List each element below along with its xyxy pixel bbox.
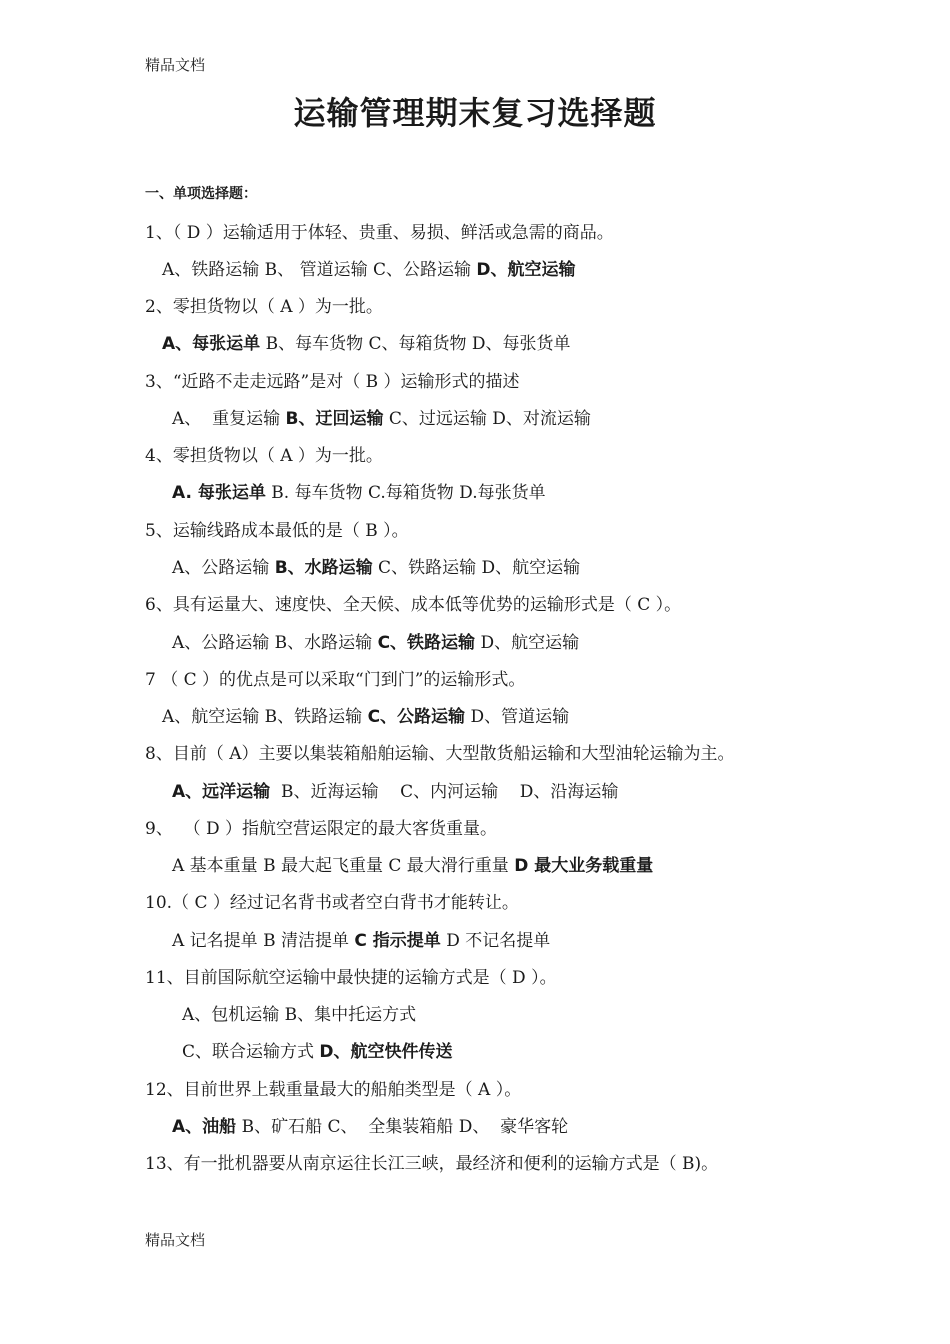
question-10-stem: 10.（ C ）经过记名背书或者空白背书才能转让。 xyxy=(145,893,519,913)
question-12-answer: A、油船 xyxy=(172,1117,237,1137)
question-5-options-pre: A、公路运输 xyxy=(172,558,275,578)
question-9-options xyxy=(172,855,653,877)
question-7-stem: 7 （ C ）的优点是可以采取“门到门”的运输形式。 xyxy=(145,670,526,690)
question-9-answer: D 最大业务载重量 xyxy=(514,856,654,876)
question-8-options-rest: B、近海运输 C、内河运输 D、沿海运输 xyxy=(270,782,619,802)
question-4-stem: 4、零担货物以（ A ）为一批。 xyxy=(145,446,383,466)
question-12-stem: 12、目前世界上载重量最大的船舶类型是（ A ）。 xyxy=(145,1080,522,1100)
question-8-options xyxy=(172,781,618,803)
question-10-options-rest: D 不记名提单 xyxy=(440,931,551,951)
question-6-options-rest: D、航空运输 xyxy=(475,633,580,653)
question-7-answer: C、公路运输 xyxy=(367,707,466,727)
question-8-answer: A、远洋运输 xyxy=(172,782,271,802)
question-3-options-pre: A、 重复运输 xyxy=(172,409,286,429)
question-4-options xyxy=(172,482,546,504)
question-7-options-pre: A、航空运输 B、铁路运输 xyxy=(162,707,368,727)
question-2-options xyxy=(162,333,571,355)
question-8-stem: 8、目前（ A）主要以集装箱船舶运输、大型散货船运输和大型油轮运输为主。 xyxy=(145,744,735,764)
question-7-options-rest: D、管道运输 xyxy=(465,707,570,727)
question-11-stem: 11、目前国际航空运输中最快捷的运输方式是（ D ）。 xyxy=(145,968,557,988)
question-11-options-line-1: A、包机运输 B、集中托运方式 xyxy=(182,1005,417,1025)
question-3-options xyxy=(172,408,591,430)
question-6-stem: 6、具有运量大、速度快、全天候、成本低等优势的运输形式是（ C ）。 xyxy=(145,595,682,615)
question-1-stem: 1、（ D ）运输适用于体轻、贵重、易损、鲜活或急需的商品。 xyxy=(145,223,614,243)
question-2-answer: A、每张运单 xyxy=(162,334,261,354)
question-11-answer: D、航空快件传送 xyxy=(319,1042,453,1062)
question-1-options xyxy=(162,259,576,281)
question-6-options xyxy=(172,632,579,654)
question-5-options xyxy=(172,557,580,579)
question-5-answer: B、水路运输 xyxy=(274,558,373,578)
question-10-options xyxy=(172,930,550,952)
question-4-answer: A. 每张运单 xyxy=(172,483,266,503)
section-heading: 一、单项选择题： xyxy=(145,186,257,202)
question-1-options-text: A、铁路运输 B、 管道运输 C、公路运输 xyxy=(162,260,477,280)
question-11-options-pre: C、联合运输方式 xyxy=(182,1042,320,1062)
header-watermark: 精品文档 xyxy=(145,56,206,74)
footer-watermark: 精品文档 xyxy=(145,1231,206,1249)
question-1-answer: D、航空运输 xyxy=(476,260,576,280)
question-4-options-rest: B. 每车货物 C.每箱货物 D.每张货单 xyxy=(265,483,546,503)
question-3-answer: B、迂回运输 xyxy=(285,409,384,429)
question-11-options-line-2 xyxy=(182,1041,453,1063)
question-10-answer: C 指示提单 xyxy=(354,931,441,951)
question-12-options xyxy=(172,1116,568,1138)
question-9-options-pre: A 基本重量 B 最大起飞重量 C 最大滑行重量 xyxy=(172,856,515,876)
question-3-stem: 3、“近路不走走远路”是对（ B ）运输形式的描述 xyxy=(145,372,520,392)
question-2-options-rest: B、每车货物 C、每箱货物 D、每张货单 xyxy=(260,334,571,354)
question-6-options-pre: A、公路运输 B、水路运输 xyxy=(172,633,378,653)
question-13-stem: 13、有一批机器要从南京运往长江三峡，最经济和便利的运输方式是（ B)。 xyxy=(145,1154,719,1174)
question-2-stem: 2、零担货物以（ A ）为一批。 xyxy=(145,297,383,317)
page-title: 运输管理期末复习选择题 xyxy=(293,94,657,132)
question-7-options xyxy=(162,706,569,728)
question-5-options-rest: C、铁路运输 D、航空运输 xyxy=(372,558,581,578)
question-12-options-rest: B、矿石船 C、 全集装箱船 D、 豪华客轮 xyxy=(236,1117,569,1137)
question-9-stem: 9、 （ D ）指航空营运限定的最大客货重量。 xyxy=(145,819,498,839)
question-3-options-rest: C、过远运输 D、对流运输 xyxy=(383,409,591,429)
question-5-stem: 5、运输线路成本最低的是（ B ）。 xyxy=(145,521,409,541)
question-6-answer: C、铁路运输 xyxy=(377,633,476,653)
question-10-options-pre: A 记名提单 B 清洁提单 xyxy=(172,931,355,951)
